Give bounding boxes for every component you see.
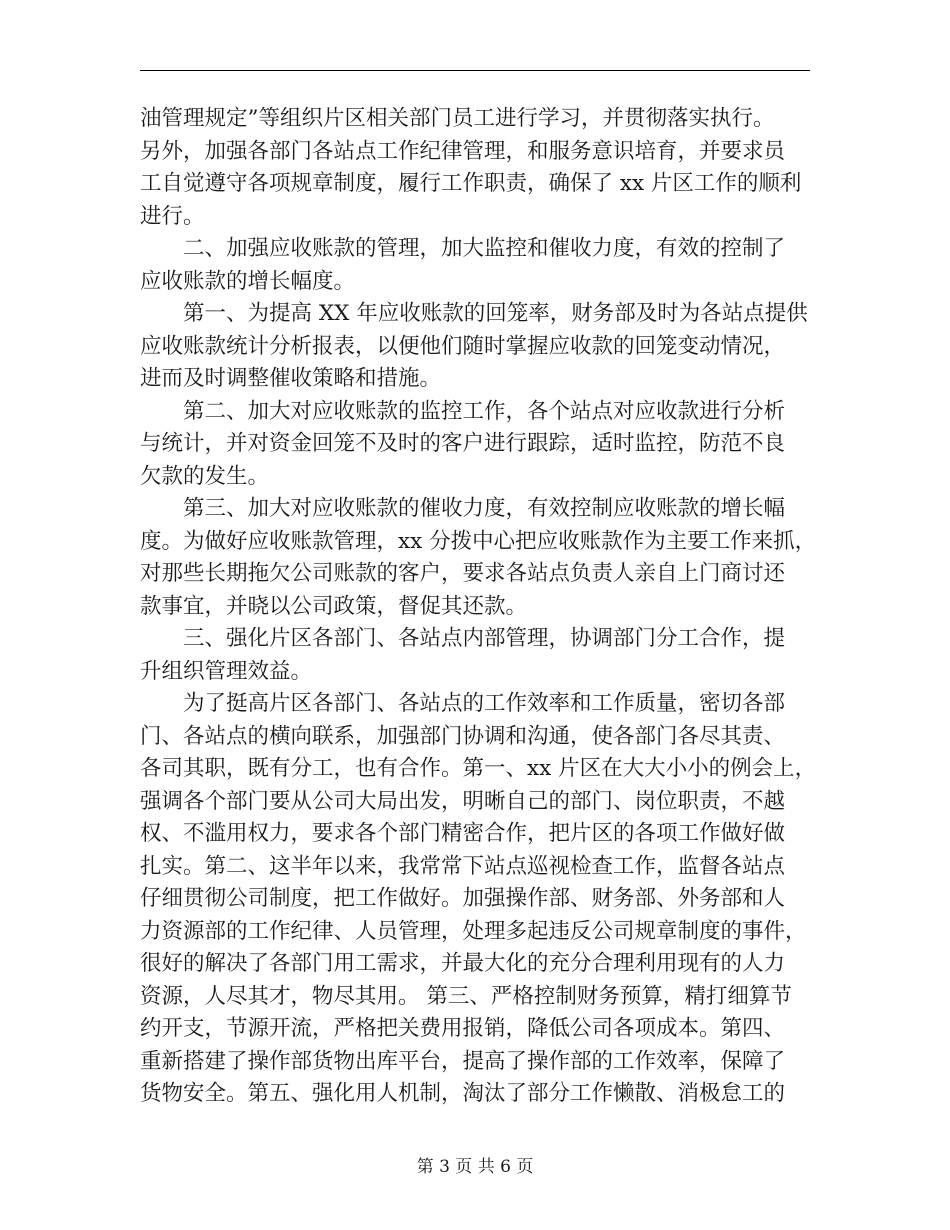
text-line: 强调各个部门要从公司大局出发，明晰自己的部门、岗位职责，不越 <box>140 788 786 814</box>
text-line: 权、不滥用权力，要求各个部门精密合作，把片区的各项工作做好做 <box>140 821 786 846</box>
text-line: 款事宜，并晓以公司政策，督促其还款。 <box>140 593 528 619</box>
text-line: 另外，加强各部门各站点工作纪律管理，和服务意识培育，并要求员 <box>140 138 786 164</box>
text-line: 油管理规定”等组织片区相关部门员工进行学习，并贯彻落实执行。 <box>140 106 775 131</box>
text-line: 门、各站点的横向联系，加强部门协调和沟通，使各部门各尽其责、 <box>140 723 786 749</box>
text-line: 欠款的发生。 <box>140 463 270 489</box>
page-footer: 第 3 页 共 6 页 <box>416 1157 534 1177</box>
section-heading-3-line: 三、强化片区各部门、各站点内部管理，协调部门分工合作，提 <box>183 626 786 651</box>
text-line: 工自觉遵守各项规章制度，履行工作职责，确保了 xx 片区工作的顺利 <box>140 171 802 196</box>
text-line: 第二、加大对应收账款的监控工作，各个站点对应收款进行分析 <box>183 398 786 424</box>
text-line: 扎实。第二、这半年以来，我常常下站点巡视检查工作，监督各站点 <box>140 853 786 879</box>
text-line: 资源，人尽其才，物尽其用。 第三、严格控制财务预算，精打细算节 <box>140 983 792 1009</box>
text-line: 进行。 <box>140 203 205 229</box>
text-line: 约开支，节源开流，严格把关费用报销，降低公司各项成本。第四、 <box>140 1016 786 1041</box>
section-heading-2-line: 二、加强应收账款的管理，加大监控和催收力度，有效的控制了 <box>183 236 786 261</box>
text-line: 进而及时调整催收策略和措施。 <box>140 366 442 391</box>
section-heading-2-line: 应收账款的增长幅度。 <box>140 268 356 294</box>
text-line: 力资源部的工作纪律、人员管理，处理多起违反公司规章制度的事件， <box>140 918 807 944</box>
document-body <box>140 103 815 1111</box>
text-line: 应收账款统计分析报表，以便他们随时掌握应收款的回笼变动情况， <box>140 333 786 359</box>
text-line: 重新搭建了操作部货物出库平台，提高了操作部的工作效率，保障了 <box>140 1048 786 1074</box>
text-line: 仔细贯彻公司制度，把工作做好。加强操作部、财务部、外务部和人 <box>140 886 786 911</box>
text-line: 第三、加大对应收账款的催收力度，有效控制应收账款的增长幅 <box>183 496 786 521</box>
text-line: 对那些长期拖欠公司账款的客户，要求各站点负责人亲自上门商讨还 <box>140 561 786 586</box>
text-line: 为了挺高片区各部门、各站点的工作效率和工作质量，密切各部 <box>183 691 786 716</box>
header-rule <box>140 70 810 71</box>
text-line: 很好的解决了各部门用工需求，并最大化的充分合理利用现有的人力 <box>140 951 786 976</box>
text-line: 与统计，并对资金回笼不及时的客户进行跟踪，适时监控，防范不良 <box>140 431 786 456</box>
text-line: 度。为做好应收账款管理，xx 分拨中心把应收账款作为主要工作来抓， <box>140 528 817 554</box>
section-heading-3-line: 升组织管理效益。 <box>140 658 313 684</box>
text-line: 货物安全。第五、强化用人机制，淘汰了部分工作懒散、消极怠工的 <box>140 1081 786 1106</box>
text-line: 第一、为提高 XX 年应收账款的回笼率，财务部及时为各站点提供 <box>183 301 808 326</box>
text-line: 各司其职，既有分工，也有合作。第一、xx 片区在大大小小的例会上， <box>140 756 817 781</box>
